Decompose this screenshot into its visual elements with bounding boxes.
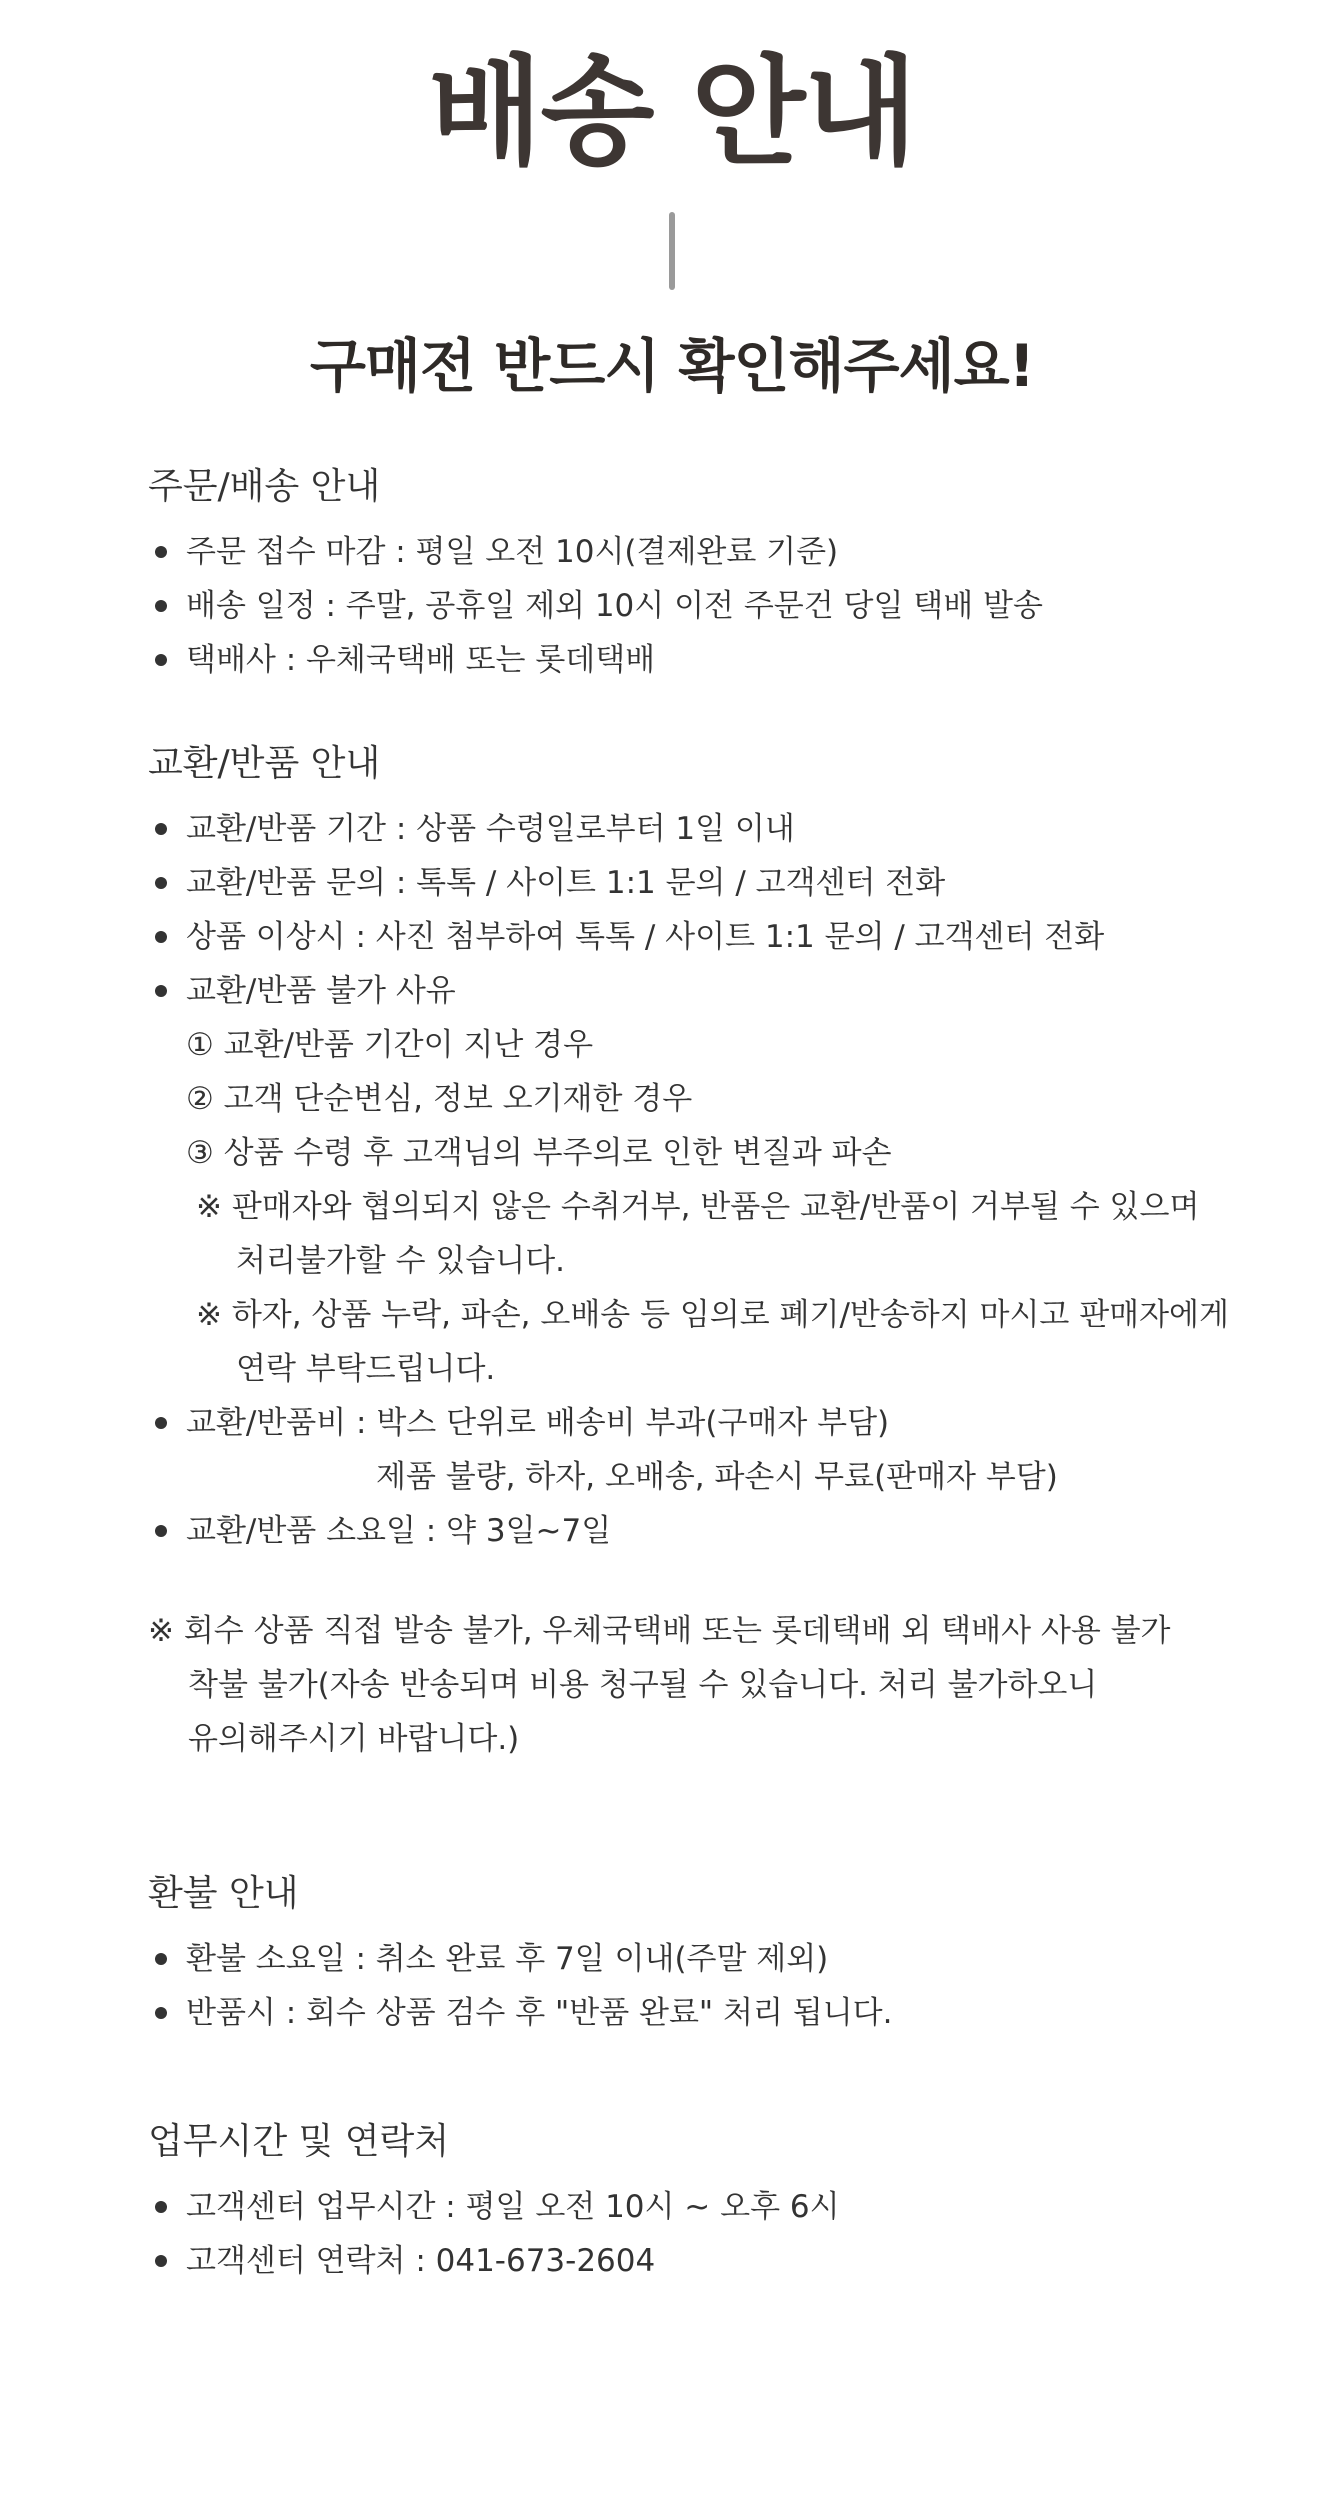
bullet-icon [155, 1525, 167, 1537]
title-divider [669, 212, 675, 290]
exchange-return-block [148, 802, 1229, 1558]
return-notice [148, 1604, 1171, 1766]
list-item: 배송 일정 : 주말, 공휴일 제외 10시 이전 주문건 당일 택배 발송 [148, 579, 1043, 633]
notice-line: 유의해주시기 바랍니다.) [188, 1721, 520, 1757]
list-item: 교환/반품 불가 사유 [148, 964, 1229, 1018]
bullet-icon [155, 877, 167, 889]
contact-list [148, 2180, 840, 2288]
note-line: ※ 판매자와 협의되지 않은 수취거부, 반품은 교환/반품이 거부될 수 있으며 [196, 1189, 1200, 1225]
list-item: 교환/반품 소요일 : 약 3일~7일 [148, 1504, 1229, 1558]
bullet-icon [155, 654, 167, 666]
exchange-return-list [148, 802, 1229, 1018]
list-item: 환불 소요일 : 취소 완료 후 7일 이내(주말 제외) [148, 1932, 892, 1986]
bullet-icon [155, 2201, 167, 2213]
refund-list [148, 1932, 892, 2040]
bullet-icon [155, 1417, 167, 1429]
note-line: ※ 하자, 상품 누락, 파손, 오배송 등 임의로 폐기/반송하지 마시고 판매자에게 [196, 1297, 1229, 1333]
bullet-icon [155, 2007, 167, 2019]
exchange-duration-list [148, 1504, 1229, 1558]
section-title-exchange-return: 교환/반품 안내 [148, 743, 381, 784]
list-item: 주문 접수 마감 : 평일 오전 10시(결제완료 기준) [148, 525, 1043, 579]
page-title: 배송 안내 [428, 43, 916, 181]
section-title-contact: 업무시간 및 연락처 [148, 2121, 450, 2162]
order-shipping-list [148, 525, 1043, 687]
page-subtitle: 구매전 반드시 확인해주세요! [309, 332, 1035, 400]
section-title-refund: 환불 안내 [148, 1873, 299, 1914]
section-title-order-shipping: 주문/배송 안내 [148, 466, 381, 507]
list-item: 택배사 : 우체국택배 또는 롯데택배 [148, 633, 1043, 687]
exchange-fee-list [148, 1396, 1229, 1450]
reason-item: ① 교환/반품 기간이 지난 경우 [186, 1027, 594, 1063]
list-item: 상품 이상시 : 사진 첨부하여 톡톡 / 사이트 1:1 문의 / 고객센터 전화 [148, 910, 1229, 964]
bullet-icon [155, 1953, 167, 1965]
bullet-icon [155, 985, 167, 997]
reason-item: ③ 상품 수령 후 고객님의 부주의로 인한 변질과 파손 [186, 1135, 892, 1171]
bullet-icon [155, 931, 167, 943]
notice-line: ※ 회수 상품 직접 발송 불가, 우체국택배 또는 롯데택배 외 택배사 사용 불가 [148, 1613, 1171, 1649]
list-item: 교환/반품비 : 박스 단위로 배송비 부과(구매자 부담) [148, 1396, 1229, 1450]
bullet-icon [155, 546, 167, 558]
list-item: 반품시 : 회수 상품 검수 후 "반품 완료" 처리 됩니다. [148, 1986, 892, 2040]
bullet-icon [155, 823, 167, 835]
note-line-continued: 연락 부탁드립니다. [236, 1351, 496, 1387]
list-item: 교환/반품 기간 : 상품 수령일로부터 1일 이내 [148, 802, 1229, 856]
note-line-continued: 처리불가할 수 있습니다. [236, 1243, 566, 1279]
bullet-icon [155, 600, 167, 612]
list-item: 교환/반품 문의 : 톡톡 / 사이트 1:1 문의 / 고객센터 전화 [148, 856, 1229, 910]
notice-line: 착불 불가(자송 반송되며 비용 청구될 수 있습니다. 처리 불가하오니 [188, 1667, 1098, 1703]
reason-item: ② 고객 단순변심, 정보 오기재한 경우 [186, 1081, 693, 1117]
list-item: 고객센터 연락처 : 041-673-2604 [148, 2234, 840, 2288]
fee-line-continued: 제품 불량, 하자, 오배송, 파손시 무료(판매자 부담) [376, 1459, 1058, 1495]
list-item: 고객센터 업무시간 : 평일 오전 10시 ~ 오후 6시 [148, 2180, 840, 2234]
bullet-icon [155, 2255, 167, 2267]
